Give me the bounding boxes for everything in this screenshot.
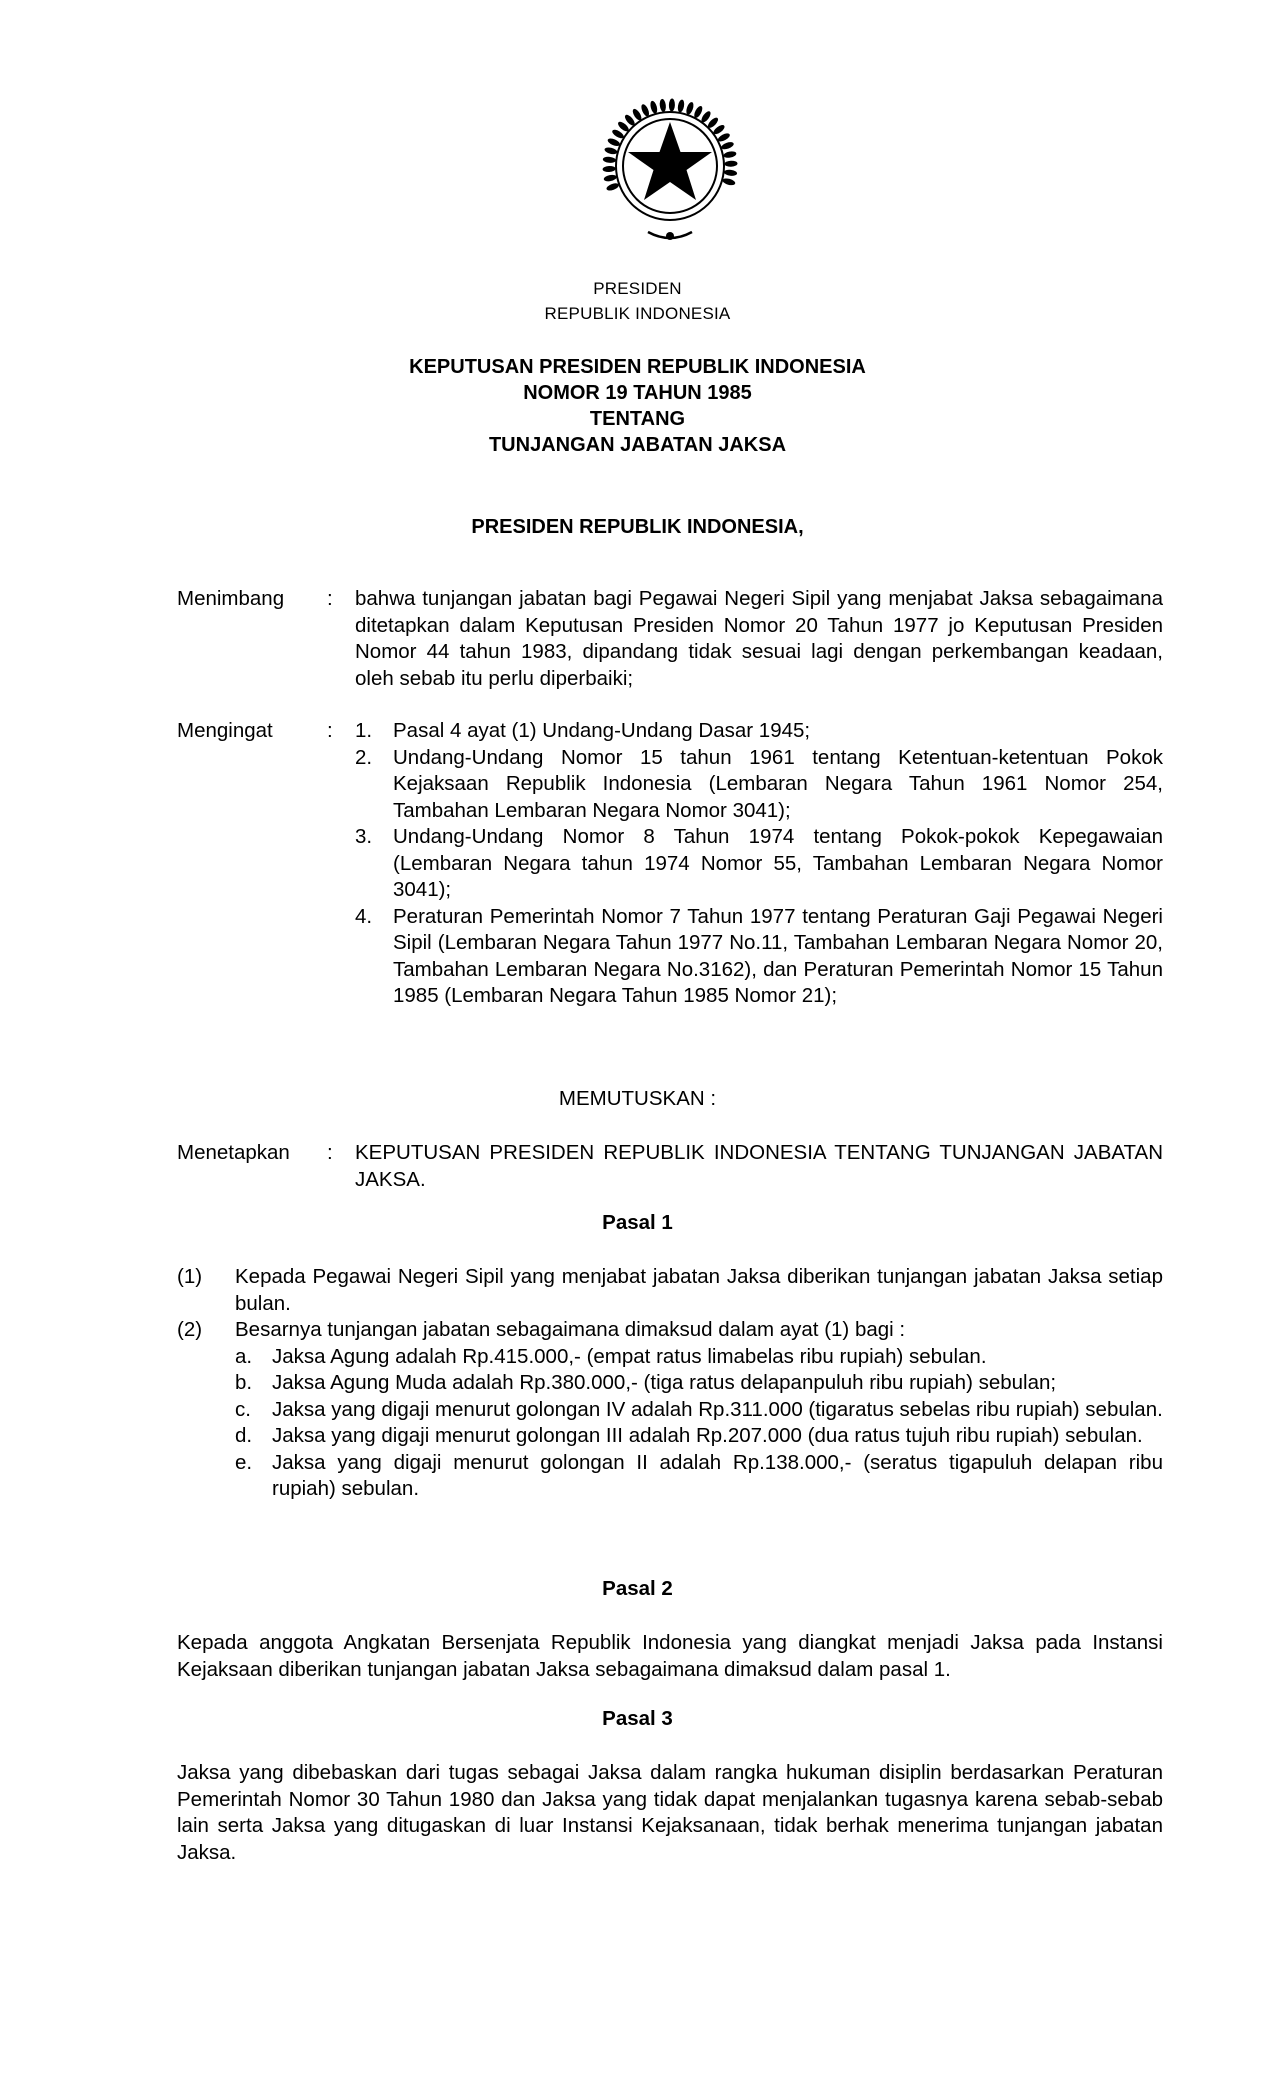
list-item-text: Peraturan Pemerintah Nomor 7 Tahun 1977 tentang Peraturan Gaji Pegawai Negeri Sipil (Lembaran Negara Tahun 1977 No.11, Tambahan Lembaran Negara Nomor 20, Tambahan Lembaran Negara No.3162), dan Peraturan Pemerintah Nomor 15 Tahun 1985 (Lembaran Negara Tahun 1985 Nomor 21);	[393, 904, 1163, 1007]
title-line-3: TENTANG	[589, 408, 686, 430]
mengingat-colon: :	[327, 719, 333, 742]
wreath-leaf-icon	[659, 99, 666, 113]
wreath-leaf-icon	[603, 174, 617, 182]
ayat-text: Kepada Pegawai Negeri Sipil yang menjabat jabatan Jaksa diberikan tunjangan jabatan Jaksa setiap bulan.	[235, 1265, 1163, 1315]
letterhead	[0, 276, 1275, 326]
pasal-1-title: Pasal 1	[602, 1211, 673, 1234]
garuda-star-wreath-emblem-icon	[586, 84, 754, 252]
menimbang-text: bahwa tunjangan jabatan bagi Pegawai Negeri Sipil yang menjabat Jaksa sebagaimana ditetapkan dalam Keputusan Presiden Nomor 20 Tahun 1977 jo Keputusan Presiden Nomor 44 tahun 1983, dipandang tidak sesuai lagi dengan perkembangan keadaan, oleh sebab itu perlu diperbaiki;	[355, 587, 1163, 690]
list-item-letter: a.	[235, 1344, 253, 1368]
menetapkan-colon: :	[327, 1141, 333, 1164]
mengingat-content	[355, 718, 1163, 1010]
list-item-letter: b.	[235, 1371, 253, 1394]
list-item-text: Undang-Undang Nomor 8 Tahun 1974 tentang Pokok-pokok Kepegawaian (Lembaran Negara tahun 1974 Nomor 55, Tambahan Lembaran Negara Nomor 3041);	[393, 825, 1163, 901]
list-item-letter: e.	[235, 1450, 253, 1474]
list-item-text: Jaksa yang digaji menurut golongan II adalah Rp.138.000,- (seratus tigapuluh delapan ribu rupiah) sebulan.	[272, 1450, 1163, 1500]
menimbang-label: Menimbang	[177, 587, 285, 610]
list-item-text: Pasal 4 ayat (1) Undang-Undang Dasar 1945;	[393, 719, 811, 742]
memutuskan-heading: MEMUTUSKAN :	[558, 1087, 717, 1110]
wreath-leaf-icon	[720, 141, 734, 151]
wreath-leaf-icon	[602, 166, 615, 173]
list-item	[355, 718, 1163, 745]
list-item-text: Undang-Undang Nomor 15 tahun 1961 tentang Ketentuan-ketentuan Pokok Kejaksaan Republik Indonesia (Lembaran Negara Tahun 1961 Nomor 254, Tambahan Lembaran Negara Nomor 3041);	[393, 745, 1163, 822]
pasal-1-ayat-2	[177, 1317, 1163, 1503]
list-item	[235, 1423, 1163, 1450]
list-item	[355, 904, 1163, 1010]
list-item-text: Jaksa yang digaji menurut golongan IV adalah Rp.311.000 (tigaratus sebelas ribu rupiah) sebulan.	[272, 1397, 1163, 1421]
list-item-text: Jaksa yang digaji menurut golongan III adalah Rp.207.000 (dua ratus tujuh ribu rupiah) sebulan.	[272, 1424, 1143, 1447]
list-item-text: Jaksa Agung adalah Rp.415.000,- (empat ratus limabelas ribu rupiah) sebulan.	[272, 1344, 987, 1368]
menetapkan-label: Menetapkan	[177, 1141, 290, 1164]
pasal-2-text: Kepada anggota Angkatan Bersenjata Republik Indonesia yang diangkat menjadi Jaksa pada Instansi Kejaksaan diberikan tunjangan jabatan Jaksa sebagaimana dimaksud dalam pasal 1.	[177, 1631, 1163, 1681]
ayat-number: (1)	[177, 1265, 203, 1288]
wreath-leaf-icon	[604, 146, 618, 155]
mengingat-label: Mengingat	[177, 719, 273, 742]
wreath-leaf-icon	[724, 160, 737, 166]
list-item-letter: d.	[235, 1424, 253, 1447]
title-line-1: KEPUTUSAN PRESIDEN REPUBLIK INDONESIA	[409, 356, 866, 378]
list-item-text: Jaksa Agung Muda adalah Rp.380.000,- (tiga ratus delapanpuluh ribu rupiah) sebulan;	[272, 1371, 1057, 1394]
list-item	[355, 745, 1163, 825]
list-item-number: 1.	[355, 719, 373, 742]
wreath-leaf-icon	[685, 101, 695, 115]
list-item-number: 4.	[355, 904, 373, 928]
letterhead-line-1: PRESIDEN	[593, 279, 682, 298]
document-title	[0, 354, 1275, 458]
title-line-2: NOMOR 19 TAHUN 1985	[523, 382, 752, 404]
list-item	[355, 824, 1163, 904]
wreath-leaf-icon	[603, 156, 617, 163]
title-line-4: TUNJANGAN JABATAN JAKSA	[488, 434, 787, 456]
wreath-leaf-icon	[649, 100, 658, 114]
ayat-number: (2)	[177, 1318, 203, 1341]
pasal-2-title: Pasal 2	[602, 1577, 673, 1600]
list-item	[235, 1370, 1163, 1397]
pasal-3-text: Jaksa yang dibebaskan dari tugas sebagai Jaksa dalam rangka hukuman disiplin berdasarkan Peraturan Pemerintah Nomor 30 Tahun 1980 dan Jaksa yang tidak dapat menjalankan tugasnya karena sebab-sebab lain serta Jaksa yang ditugaskan di luar Instansi Kejaksanaan, tidak berhak menerima tunjangan jabatan Jaksa.	[177, 1761, 1163, 1864]
wreath-leaf-icon	[606, 182, 620, 192]
wreath-leaf-icon	[724, 169, 738, 176]
mengingat-list	[355, 718, 1163, 1010]
president-heading: PRESIDEN REPUBLIK INDONESIA,	[471, 516, 804, 538]
list-item-number: 3.	[355, 825, 373, 848]
pasal-1-ayat-1	[177, 1264, 1163, 1317]
list-item	[235, 1450, 1163, 1503]
menimbang-colon: :	[327, 587, 333, 610]
ayat-2-sublist	[235, 1344, 1163, 1503]
list-item-number: 2.	[355, 745, 373, 769]
wreath-leaf-icon	[723, 150, 737, 158]
list-item	[235, 1397, 1163, 1424]
letterhead-line-2: REPUBLIK INDONESIA	[544, 304, 731, 323]
list-item-letter: c.	[235, 1397, 251, 1421]
ayat-text: Besarnya tunjangan jabatan sebagaimana dimaksud dalam ayat (1) bagi :	[235, 1318, 906, 1341]
wreath-leaf-icon	[677, 99, 685, 113]
menetapkan-text: KEPUTUSAN PRESIDEN REPUBLIK INDONESIA TENTANG TUNJANGAN JABATAN JAKSA.	[355, 1141, 1163, 1191]
pasal-3-title: Pasal 3	[602, 1707, 673, 1730]
wreath-leaf-icon	[722, 177, 736, 186]
wreath-leaf-icon	[669, 98, 675, 111]
list-item	[235, 1344, 1163, 1371]
